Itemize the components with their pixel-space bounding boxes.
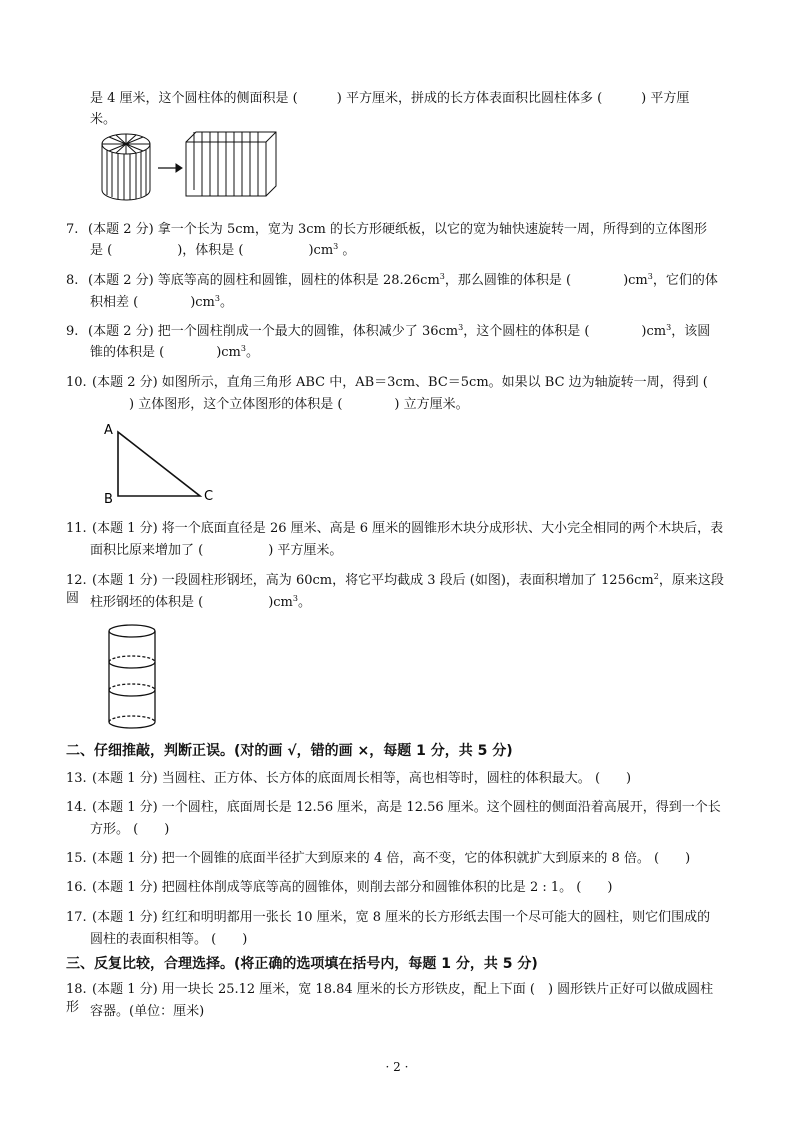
question-7-line2: 是 ( )，体积是 ( )$cm^3$ 。 [90,242,356,258]
triangle-abc [118,432,200,496]
vertex-c-label: C [204,489,214,504]
question-11-line2: 面积比原来增加了 ( ) 平方厘米。 [90,543,343,558]
question-12-line2: 柱形钢坯的体积是 ( )$cm^3$。 [90,594,311,610]
question-8-line2: 积相差 ( )$cm^3$。 [90,294,233,310]
question-11: 11. (本题 1 分) 将一个底面直径是 26 厘米、高是 6 厘米的圆锥形木块分成形状、大小完全相同的两个木块后，表 [66,521,724,536]
section-2-heading: 二、仔细推敲，判断正误。(对的画 √，错的画 ×，每题 1 分，共 5 分) [66,743,513,759]
question-10: 10. (本题 2 分) 如图所示，直角三角形 ABC 中，AB＝3cm、BC＝5cm。如果以 BC 边为轴旋转一周，得到 ( [66,375,708,390]
question-14-line2: 方形。 ( ) [90,822,170,837]
sliced-cylinder [102,134,150,200]
question-13: 13. (本题 1 分) 当圆柱、正方体、长方体的底面周长相等，高也相等时，圆柱的体积最大。 ( ) [66,771,632,786]
cylinder-to-cuboid-figure [96,128,286,204]
question-8: 8. (本题 2 分) 等底等高的圆柱和圆锥，圆柱的体积是 $28.26cm^3$，那么圆锥的体积是 ( )$cm^3$，它们的体 [66,272,718,288]
question-15: 15. (本题 1 分) 把一个圆锥的底面半径扩大到原来的 4 倍，高不变，它的体积就扩大到原来的 8 倍。 ( ) [66,851,691,866]
section-3-heading: 三、反复比较，合理选择。(将正确的选项填在括号内，每题 1 分，共 5 分) [66,956,538,972]
vertex-b-label: B [104,492,113,507]
question-18: 18. (本题 1 分) 用一块长 25.12 厘米，宽 18.84 厘米的长方形铁皮，配上下面 ( ) 圆形铁片正好可以做成圆柱形 [66,982,714,1015]
question-10-line2: ) 立体图形，这个立体图形的体积是 ( ) 立方厘米。 [90,397,469,412]
page-number: · 2 · [385,1060,409,1074]
cuboid [186,132,276,196]
right-triangle-figure [100,418,220,508]
question-12: 12. (本题 1 分) 一段圆柱形钢坯，高为 60cm，将它平均截成 3 段后 (如图)，表面积增加了 $1256cm^2$，原来这段圆 [66,572,724,606]
question-9-line2: 锥的体积是 ( )$cm^3$。 [90,344,259,360]
question-17: 17. (本题 1 分) 红红和明明都用一张长 10 厘米，宽 8 厘米的长方形纸去围一个尽可能大的圆柱，则它们围成的 [66,910,711,925]
question-17-line2: 圆柱的表面积相等。 ( ) [90,932,248,947]
question-7: 7. (本题 2 分) 拿一个长为 5cm，宽为 3cm 的长方形硬纸板，以它的宽为轴快速旋转一周，所得到的立体图形 [66,222,707,237]
cut-cylinder-figure [104,622,160,734]
question-9: 9. (本题 2 分) 把一个圆柱削成一个最大的圆锥，体积减少了 $36cm^3$，这个圆柱的体积是 ( )$cm^3$，该圆 [66,323,711,339]
q6-line2: 米。 [90,112,117,127]
q6-line1: 是 4 厘米，这个圆柱体的侧面积是 ( ) 平方厘米，拼成的长方体表面积比圆柱体多 ( ) 平方厘 [90,91,690,106]
question-14: 14. (本题 1 分) 一个圆柱，底面周长是 12.56 厘米，高是 12.56 厘米。这个圆柱的侧面沿着高展开，得到一个长 [66,800,721,815]
arrow-icon [158,164,182,172]
question-18-line2: 容器。(单位：厘米) [90,1004,205,1019]
question-16: 16. (本题 1 分) 把圆柱体削成等底等高的圆锥体，则削去部分和圆锥体积的比是 2 : 1。 ( ) [66,880,613,895]
vertex-a-label: A [104,423,113,438]
